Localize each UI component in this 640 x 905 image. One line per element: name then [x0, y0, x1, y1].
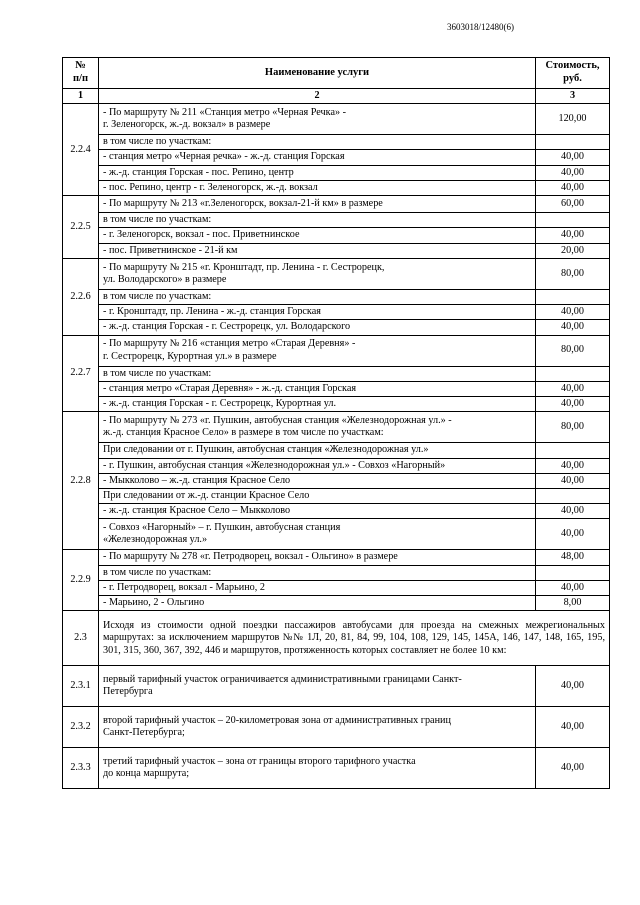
service-description: - г. Кронштадт, пр. Ленина - ж.-д. станция Горская	[99, 305, 536, 320]
service-price: 120,00	[536, 104, 610, 135]
table-body	[63, 104, 610, 789]
service-price: 80,00	[536, 258, 610, 289]
service-price: 80,00	[536, 335, 610, 366]
service-price: 40,00	[536, 165, 610, 180]
service-price: 8,00	[536, 596, 610, 611]
table-row	[63, 565, 610, 580]
service-description: - г. Петродворец, вокзал - Марьино, 2	[99, 580, 536, 595]
service-price	[536, 488, 610, 503]
service-description: второй тарифный участок – 20-километровая зона от административных границ Санкт-Петербурга;	[99, 707, 536, 748]
table-row	[63, 228, 610, 243]
table-row	[63, 381, 610, 396]
service-description: в том числе по участкам:	[99, 366, 536, 381]
table-row	[63, 473, 610, 488]
service-description: Исходя из стоимости одной поездки пассажиров автобусами для проезда на смежных межрегиональных маршрутах: за исключением маршрутов №№ 1Л, 20, 81, 84, 99, 104, 108, 129, 145, 145А, 146, 147, 148, 165, 195, 301, 315, 360, 367, 392, 446 и маршрутов, протяженность которых составляет не более 10 км:	[99, 611, 610, 666]
table-row	[63, 666, 610, 707]
header-num: № п/п	[63, 58, 99, 89]
table-row	[63, 243, 610, 258]
service-description: - Мыкколово – ж.-д. станция Красное Село	[99, 473, 536, 488]
service-description: - станция метро «Старая Деревня» - ж.-д. станция Горская	[99, 381, 536, 396]
service-price: 40,00	[536, 228, 610, 243]
table-row	[63, 488, 610, 503]
row-number: 2.3	[63, 611, 99, 666]
service-description: - По маршруту № 216 «станция метро «Старая Деревня» - г. Сестрорецк, Курортная ул.» в размере	[99, 335, 536, 366]
service-price	[536, 289, 610, 304]
service-description: - пос. Репино, центр - г. Зеленогорск, ж.-д. вокзал	[99, 180, 536, 195]
service-description: - ж.-д. станция Горская - г. Сестрорецк, ул. Володарского	[99, 320, 536, 335]
service-description: в том числе по участкам:	[99, 135, 536, 150]
service-description: - По маршруту № 273 «г. Пушкин, автобусная станция «Железнодорожная ул.» - ж.-д. станция Красное Село» в размере в том числе по участкам:	[99, 412, 536, 443]
table-row	[63, 519, 610, 550]
service-description: в том числе по участкам:	[99, 565, 536, 580]
service-price: 40,00	[536, 458, 610, 473]
service-description: - По маршруту № 213 «г.Зеленогорск, вокзал-21-й км» в размере	[99, 196, 536, 213]
index-cell-2: 2	[99, 89, 536, 104]
header-price: Стоимость, руб.	[536, 58, 610, 89]
table-index-row	[63, 89, 610, 104]
table-row	[63, 305, 610, 320]
service-description: в том числе по участкам:	[99, 213, 536, 228]
service-description: в том числе по участкам:	[99, 289, 536, 304]
service-description: - станция метро «Черная речка» - ж.-д. станция Горская	[99, 150, 536, 165]
service-description: - Совхоз «Нагорный» – г. Пушкин, автобусная станция «Железнодорожная ул.»	[99, 519, 536, 550]
service-description: При следовании от г. Пушкин, автобусная станция «Железнодорожная ул.»	[99, 443, 536, 458]
service-price: 40,00	[536, 707, 610, 748]
table-row	[63, 412, 610, 443]
service-price: 40,00	[536, 381, 610, 396]
price-table	[62, 57, 610, 789]
row-number: 2.2.8	[63, 412, 99, 550]
table-row	[63, 504, 610, 519]
table-row	[63, 443, 610, 458]
table-row	[63, 596, 610, 611]
service-description: - г. Зеленогорск, вокзал - пос. Приветнинское	[99, 228, 536, 243]
service-price: 20,00	[536, 243, 610, 258]
table-row	[63, 135, 610, 150]
service-description: - ж.-д. станция Горская - пос. Репино, центр	[99, 165, 536, 180]
table-row	[63, 150, 610, 165]
row-number: 2.2.5	[63, 196, 99, 259]
table-row	[63, 289, 610, 304]
table-row	[63, 165, 610, 180]
service-description: - По маршруту № 211 «Станция метро «Черная Речка» - г. Зеленогорск, ж.-д. вокзал» в размере	[99, 104, 536, 135]
service-price: 40,00	[536, 473, 610, 488]
service-price	[536, 443, 610, 458]
header-name: Наименование услуги	[99, 58, 536, 89]
table-row	[63, 196, 610, 213]
service-price: 40,00	[536, 305, 610, 320]
service-description: третий тарифный участок – зона от границы второго тарифного участка до конца маршрута;	[99, 748, 536, 789]
row-number: 2.2.4	[63, 104, 99, 196]
service-price: 80,00	[536, 412, 610, 443]
table-row	[63, 397, 610, 412]
table-row	[63, 550, 610, 565]
row-number: 2.3.2	[63, 707, 99, 748]
table-row	[63, 611, 610, 666]
service-description: - По маршруту № 278 «г. Петродворец, вокзал - Ольгино» в размере	[99, 550, 536, 565]
service-description: - ж.-д. станция Горская - г. Сестрорецк, Курортная ул.	[99, 397, 536, 412]
service-price: 60,00	[536, 196, 610, 213]
service-price	[536, 565, 610, 580]
table-row	[63, 458, 610, 473]
table-row	[63, 320, 610, 335]
service-price: 40,00	[536, 519, 610, 550]
row-number: 2.3.3	[63, 748, 99, 789]
table-row	[63, 707, 610, 748]
table-row	[63, 213, 610, 228]
service-price: 40,00	[536, 320, 610, 335]
service-price	[536, 213, 610, 228]
service-description: - По маршруту № 215 «г. Кронштадт, пр. Ленина - г. Сестрорецк, ул. Володарского» в размере	[99, 258, 536, 289]
table-row	[63, 104, 610, 135]
service-price: 40,00	[536, 666, 610, 707]
service-description: первый тарифный участок ограничивается административными границами Санкт- Петербурга	[99, 666, 536, 707]
service-price	[536, 366, 610, 381]
row-number: 2.3.1	[63, 666, 99, 707]
service-price: 40,00	[536, 580, 610, 595]
service-price: 40,00	[536, 504, 610, 519]
row-number: 2.2.7	[63, 335, 99, 412]
service-price: 48,00	[536, 550, 610, 565]
row-number: 2.2.6	[63, 258, 99, 335]
service-description: - г. Пушкин, автобусная станция «Железнодорожная ул.» - Совхоз «Нагорный»	[99, 458, 536, 473]
index-cell-1: 1	[63, 89, 99, 104]
service-price: 40,00	[536, 748, 610, 789]
table-row	[63, 335, 610, 366]
table-row	[63, 366, 610, 381]
service-description: - пос. Приветнинское - 21-й км	[99, 243, 536, 258]
table-row	[63, 748, 610, 789]
table-row	[63, 580, 610, 595]
service-price: 40,00	[536, 397, 610, 412]
table-header-row	[63, 58, 610, 89]
service-description: При следовании от ж.-д. станции Красное Село	[99, 488, 536, 503]
service-price: 40,00	[536, 150, 610, 165]
row-number: 2.2.9	[63, 550, 99, 611]
document-id: 3603018/12480(6)	[447, 22, 514, 32]
table-row	[63, 180, 610, 195]
index-cell-3: 3	[536, 89, 610, 104]
table-row	[63, 258, 610, 289]
service-price: 40,00	[536, 180, 610, 195]
service-description: - Марьино, 2 - Ольгино	[99, 596, 536, 611]
service-price	[536, 135, 610, 150]
service-description: - ж.-д. станция Красное Село – Мыкколово	[99, 504, 536, 519]
